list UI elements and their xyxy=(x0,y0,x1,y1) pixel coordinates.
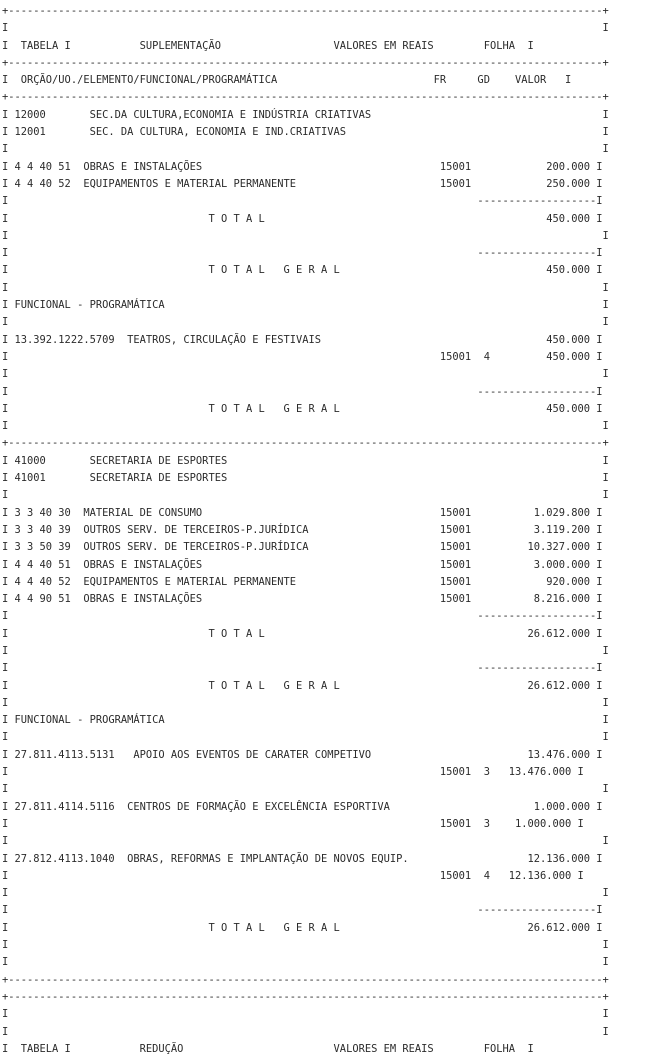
document-line: I 4 4 40 52 EQUIPAMENTOS E MATERIAL PERMANENTE 15001 920.000 I xyxy=(2,575,603,588)
document-line: I I xyxy=(2,368,609,381)
document-line: I T O T A L 450.000 I xyxy=(2,212,603,225)
document-line: I I xyxy=(2,835,609,848)
document-line: I I xyxy=(2,887,609,900)
document-line: I 41001 SECRETARIA DE ESPORTES I xyxy=(2,472,609,485)
document-line: I I xyxy=(2,22,609,35)
document-line: +-----------------------------------------------------------------------------------------------+ xyxy=(2,990,609,1003)
document-line: I TABELA I SUPLEMENTAÇÃO VALORES EM REAIS FOLHA I xyxy=(2,39,534,52)
document-line: I -------------------I xyxy=(2,610,603,623)
document-line: I 4 4 40 51 OBRAS E INSTALAÇÕES 15001 200.000 I xyxy=(2,160,603,173)
document-line: I I xyxy=(2,143,609,156)
document-line: I FUNCIONAL - PROGRAMÁTICA I xyxy=(2,299,609,312)
document-line: I -------------------I xyxy=(2,385,603,398)
document-line: I 3 3 50 39 OUTROS SERV. DE TERCEIROS-P.JURÍDICA 15001 10.327.000 I xyxy=(2,541,603,554)
document-line: I -------------------I xyxy=(2,904,603,917)
document-line: I I xyxy=(2,420,609,433)
document-line: I I xyxy=(2,644,609,657)
document-line: I 27.811.4113.5131 APOIO AOS EVENTOS DE CARATER COMPETIVO 13.476.000 I xyxy=(2,748,603,761)
document-line: +-----------------------------------------------------------------------------------------------+ xyxy=(2,5,609,17)
document-line: +-----------------------------------------------------------------------------------------------+ xyxy=(2,437,609,450)
document-line: I I xyxy=(2,229,609,242)
document-line: I 12000 SEC.DA CULTURA,ECONOMIA E INDÚSTRIA CRIATIVAS I xyxy=(2,108,609,121)
document-line: I 15001 4 450.000 I xyxy=(2,350,603,363)
document-line: +-----------------------------------------------------------------------------------------------+ xyxy=(2,56,609,69)
document-line: I I xyxy=(2,956,609,969)
document-line: I 27.811.4114.5116 CENTROS DE FORMAÇÃO E EXCELÊNCIA ESPORTIVA 1.000.000 I xyxy=(2,800,603,813)
document-line: I 4 4 90 51 OBRAS E INSTALAÇÕES 15001 8.216.000 I xyxy=(2,593,603,606)
document-line: I 12001 SEC. DA CULTURA, ECONOMIA E IND.CRIATIVAS I xyxy=(2,126,609,139)
document-line: I -------------------I xyxy=(2,662,603,675)
document-line: I I xyxy=(2,1025,609,1038)
document-line: I T O T A L G E R A L 450.000 I xyxy=(2,402,603,415)
document-line: I 3 3 40 39 OUTROS SERV. DE TERCEIROS-P.JURÍDICA 15001 3.119.200 I xyxy=(2,523,603,536)
document-line: I 15001 3 13.476.000 I xyxy=(2,766,584,779)
document-line: I 4 4 40 52 EQUIPAMENTOS E MATERIAL PERMANENTE 15001 250.000 I xyxy=(2,177,603,190)
document-line: I 4 4 40 51 OBRAS E INSTALAÇÕES 15001 3.000.000 I xyxy=(2,558,603,571)
document-line: I 13.392.1222.5709 TEATROS, CIRCULAÇÃO E FESTIVAIS 450.000 I xyxy=(2,333,603,346)
document-line: I 15001 3 1.000.000 I xyxy=(2,817,584,830)
document-line: I I xyxy=(2,939,609,952)
document-line: I T O T A L G E R A L 26.612.000 I xyxy=(2,679,603,692)
document-line: I I xyxy=(2,696,609,709)
document-line: I I xyxy=(2,1008,609,1021)
document-line: I T O T A L 26.612.000 I xyxy=(2,627,603,640)
document-line: I FUNCIONAL - PROGRAMÁTICA I xyxy=(2,714,609,727)
document-line: I I xyxy=(2,731,609,744)
document-line: +-----------------------------------------------------------------------------------------------+ xyxy=(2,973,609,986)
document-line: I -------------------I xyxy=(2,247,603,260)
document-line: I TABELA I REDUÇÃO VALORES EM REAIS FOLHA I xyxy=(2,1042,534,1055)
document-line: I 41000 SECRETARIA DE ESPORTES I xyxy=(2,454,609,467)
document-line: I -------------------I xyxy=(2,195,603,208)
document-line: I 27.812.4113.1040 OBRAS, REFORMAS E IMPLANTAÇÃO DE NOVOS EQUIP. 12.136.000 I xyxy=(2,852,603,865)
document-line: I 15001 4 12.136.000 I xyxy=(2,869,584,882)
document-line: I ORÇÃO/UO./ELEMENTO/FUNCIONAL/PROGRAMÁTICA FR GD VALOR I xyxy=(2,74,572,87)
document-line: I 3 3 40 30 MATERIAL DE CONSUMO 15001 1.029.800 I xyxy=(2,506,603,519)
document-line: I I xyxy=(2,783,609,796)
document-line: I I xyxy=(2,316,609,329)
document-line: I T O T A L G E R A L 26.612.000 I xyxy=(2,921,603,934)
document-line: I I xyxy=(2,489,609,502)
document-line: I I xyxy=(2,281,609,294)
document-line: I T O T A L G E R A L 450.000 I xyxy=(2,264,603,277)
document-line: +-----------------------------------------------------------------------------------------------+ xyxy=(2,91,609,104)
